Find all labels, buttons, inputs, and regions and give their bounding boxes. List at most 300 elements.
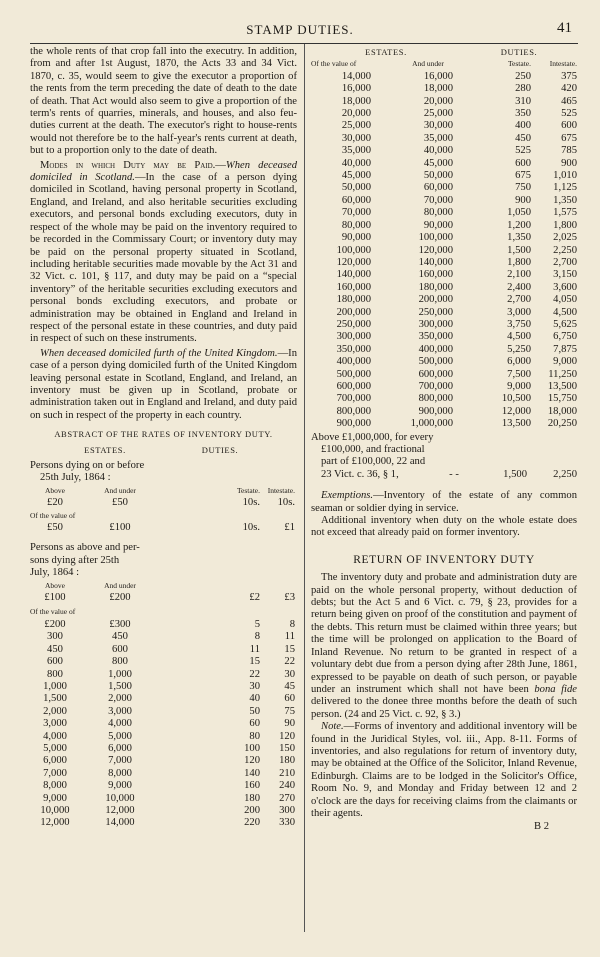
row-above: £50: [47, 522, 63, 534]
row-from: 70,000: [341, 207, 371, 219]
row-under: 2,000: [108, 693, 132, 705]
above-million-entry: [311, 432, 577, 482]
row-testate: 13,500: [501, 418, 531, 430]
section1-subheads: [30, 485, 297, 497]
row-from: 9,000: [43, 792, 67, 804]
row-intestate: 525: [561, 108, 577, 120]
row-testate: 15: [249, 656, 260, 668]
row-from: 6,000: [43, 755, 67, 767]
table-row: [311, 294, 577, 306]
modes-heading: Modes in which Duty may be Paid.—: [40, 159, 226, 171]
signature-mark: B 2: [533, 821, 549, 833]
row-from: 35,000: [341, 145, 371, 157]
row-under: £200: [109, 592, 131, 604]
row-intestate: 210: [279, 767, 295, 779]
table-row: [311, 133, 577, 145]
row-testate: 2,700: [507, 294, 531, 306]
row-from: 500,000: [336, 368, 371, 380]
row-intestate: 11: [284, 631, 295, 643]
page-number: 41: [557, 20, 572, 36]
row-under: 500,000: [418, 356, 453, 368]
and-under-label: And under: [104, 580, 136, 590]
row-under: 20,000: [423, 95, 453, 107]
table-row: [311, 406, 577, 418]
row-from: 450: [47, 643, 63, 655]
above-million-line4: [311, 469, 577, 481]
right-column: [311, 46, 577, 834]
abstract-column-heads: [30, 444, 297, 456]
table-row: [30, 631, 297, 643]
section2-heading-b: sons dying after 25th: [30, 554, 120, 566]
estates-label: ESTATES.: [365, 47, 407, 57]
table-row: [311, 369, 577, 381]
row-from: 700,000: [336, 393, 371, 405]
row-intestate: 11,250: [548, 368, 577, 380]
row-under: 180,000: [418, 281, 453, 293]
row-testate: 60: [249, 718, 260, 730]
row-from: 600: [47, 656, 63, 668]
row-under: 5,000: [108, 730, 132, 742]
row-intestate: 420: [561, 83, 577, 95]
return-paragraph: [311, 572, 577, 721]
table-row: [30, 619, 297, 631]
above-million-intestate: 2,250: [553, 468, 577, 480]
table-row: [311, 182, 577, 194]
row-under: 250,000: [418, 306, 453, 318]
column-divider: [304, 44, 305, 932]
table-row: [30, 805, 297, 817]
table-row: [30, 681, 297, 693]
row-intestate: 2,025: [553, 232, 577, 244]
row-testate: 400: [515, 120, 531, 132]
row-intestate: 4,050: [553, 294, 577, 306]
table-row: [30, 656, 297, 668]
row-testate: 900: [515, 194, 531, 206]
row-testate: 1,800: [507, 256, 531, 268]
row-under: 1,000,000: [410, 418, 453, 430]
row-testate: 600: [515, 157, 531, 169]
exemptions-label: Exemptions.: [321, 490, 374, 502]
row-intestate: 785: [561, 145, 577, 157]
row-intestate: 9,000: [553, 356, 577, 368]
row-under: 25,000: [423, 108, 453, 120]
table-row: [311, 418, 577, 430]
row-intestate: £3: [284, 592, 295, 604]
row-intestate: 13,500: [547, 380, 577, 392]
row-under: 140,000: [418, 256, 453, 268]
row-testate: 6,000: [507, 356, 531, 368]
row-from: 120,000: [336, 256, 371, 268]
row-under: 100,000: [418, 232, 453, 244]
row-under: 120,000: [418, 244, 453, 256]
row-from: 7,000: [43, 767, 67, 779]
row-testate: 5: [254, 618, 260, 630]
row-intestate: 900: [561, 157, 577, 169]
row-intestate: 330: [279, 817, 295, 829]
table-row: [311, 282, 577, 294]
row-under: 800,000: [418, 393, 453, 405]
table-row: [311, 120, 577, 132]
table-row: [30, 793, 297, 805]
note-label: Note.: [321, 721, 344, 733]
row-intestate: 2,250: [553, 244, 577, 256]
row-under: £100: [109, 522, 131, 534]
row-from: 160,000: [336, 281, 371, 293]
row-testate: 1,200: [507, 219, 531, 231]
row-intestate: 45: [284, 680, 295, 692]
row-under: 600,000: [418, 368, 453, 380]
row-testate: 1,350: [507, 232, 531, 244]
row-intestate: 90: [284, 718, 295, 730]
table-row: [30, 669, 297, 681]
row-from: 4,000: [43, 730, 67, 742]
row-testate: 40: [249, 693, 260, 705]
testate-label: Testate.: [236, 485, 260, 495]
row-from: 1,000: [43, 680, 67, 692]
row-from: 600,000: [336, 380, 371, 392]
row-under: 1,500: [108, 680, 132, 692]
row-testate: 9,000: [507, 380, 531, 392]
row-intestate: 2,700: [553, 256, 577, 268]
additional-paragraph: Additional inventory when duty on the whole estate does not exceed that already paid on former inventory.: [311, 515, 577, 539]
row-from: 250,000: [336, 318, 371, 330]
row-intestate: 1,800: [553, 219, 577, 231]
row-intestate: 240: [279, 780, 295, 792]
row-intestate: 1,575: [553, 207, 577, 219]
above-label: Above: [45, 485, 65, 495]
row-from: 800,000: [336, 405, 371, 417]
row-from: 140,000: [336, 269, 371, 281]
row-under: 4,000: [108, 718, 132, 730]
table-row: [311, 232, 577, 244]
row-testate: 250: [515, 70, 531, 82]
row-intestate: 675: [561, 132, 577, 144]
row-from: 180,000: [336, 294, 371, 306]
row-from: 18,000: [341, 95, 371, 107]
row-testate: £2: [249, 592, 260, 604]
row-under: 700,000: [418, 380, 453, 392]
row-testate: 100: [244, 742, 260, 754]
row-intestate: 465: [561, 95, 577, 107]
row-above: £20: [47, 497, 63, 509]
row-intestate: 150: [279, 742, 295, 754]
row-testate: 160: [244, 780, 260, 792]
return-text-a: The inventory duty and probate and administration duty are paid on the whole personal property, without deduction of debts; but the Act 5 and 6 Vict. c. 79, § 23, provides for a return being given on proof of the constitution and payment of the debts. This return must be claimed within three years; but the time will be prolonged on application to the Board of Inland Revenue. No return to be granted in respect of a voluntary debt due from a person dying after 28th June, 1861, expressed to be payable on death of such person, or payable under an instrument which shall not have been: [311, 572, 577, 695]
row-testate: 50: [249, 705, 260, 717]
row-intestate: 18,000: [547, 405, 577, 417]
row-from: 800: [47, 668, 63, 680]
and-under-label: And under: [412, 59, 444, 69]
row-testate: 5,250: [507, 343, 531, 355]
row-above: £100: [44, 592, 66, 604]
table-row: [311, 269, 577, 281]
row-intestate: 1,010: [553, 170, 577, 182]
row-under: 70,000: [423, 194, 453, 206]
modes-subheading: When deceased domiciled in Scotland.: [30, 159, 297, 184]
row-testate: 140: [244, 767, 260, 779]
table-row: [311, 356, 577, 368]
table-row: [311, 145, 577, 157]
table-row: [311, 319, 577, 331]
table-row: [311, 331, 577, 343]
row-50-100: [30, 522, 297, 534]
row-under: 450: [112, 631, 128, 643]
row-testate: 12,000: [501, 405, 531, 417]
right-column-heads: [311, 46, 577, 58]
furth-paragraph: [30, 348, 297, 422]
table-row: [311, 71, 577, 83]
row-intestate: 75: [284, 705, 295, 717]
row-testate: 3,750: [507, 318, 531, 330]
row-under: 30,000: [423, 120, 453, 132]
row-intestate: 8: [289, 618, 295, 630]
above-million-line1: Above £1,000,000, for every: [311, 431, 434, 443]
row-testate: 1,050: [507, 207, 531, 219]
row-testate: 120: [244, 755, 260, 767]
intestate-label: Intestate.: [267, 485, 295, 495]
table-row: [30, 693, 297, 705]
table-row: [311, 83, 577, 95]
row-testate: 1,500: [507, 244, 531, 256]
row-testate: 30: [249, 680, 260, 692]
above-label: Above: [45, 580, 65, 590]
row-from: 1,500: [43, 693, 67, 705]
row-under: 8,000: [108, 767, 132, 779]
row-intestate: 270: [279, 792, 295, 804]
row-from: 900,000: [336, 418, 371, 430]
row-under: 900,000: [418, 405, 453, 417]
row-intestate: 1,350: [553, 194, 577, 206]
intestate-label: Intestate.: [549, 59, 577, 69]
row-from: 40,000: [341, 157, 371, 169]
row-intestate: 5,625: [553, 318, 577, 330]
table-row: [311, 170, 577, 182]
row-from: 20,000: [341, 108, 371, 120]
row-under: 18,000: [423, 83, 453, 95]
furth-text: —In case of a person dying domiciled furth of the United Kingdom leaving personal estate in Scotland, England, and Ireland, an inventory must be given up in Scotland, probate or administration taken out in England and Ireland, and duty paid on such in respect of the property in each country.: [30, 347, 297, 421]
duties-label: DUTIES.: [500, 47, 538, 57]
row-under: 45,000: [423, 157, 453, 169]
row-testate: 7,500: [507, 368, 531, 380]
row-under: 600: [112, 643, 128, 655]
table-row: [311, 220, 577, 232]
row-under: 200,000: [418, 294, 453, 306]
table-row: [30, 706, 297, 718]
row-from: 400,000: [336, 356, 371, 368]
row-intestate: 300: [279, 804, 295, 816]
row-testate: 10,500: [501, 393, 531, 405]
row-testate: 750: [515, 182, 531, 194]
row-under: £50: [112, 497, 128, 509]
row-intestate: 10s.: [277, 497, 295, 509]
row-under: 16,000: [423, 70, 453, 82]
section1-heading-b: 25th July, 1864 :: [40, 472, 111, 484]
return-italic: bona fide: [534, 683, 577, 695]
row-testate: 200: [244, 804, 260, 816]
row-under: 7,000: [108, 755, 132, 767]
table-row: [311, 158, 577, 170]
row-from: 350,000: [336, 343, 371, 355]
row-under: 800: [112, 656, 128, 668]
left-column: [30, 46, 297, 830]
row-intestate: 15,750: [547, 393, 577, 405]
row-from: 14,000: [341, 70, 371, 82]
row-from: 25,000: [341, 120, 371, 132]
table-row: [30, 768, 297, 780]
row-testate: 525: [515, 145, 531, 157]
table-row: [30, 755, 297, 767]
table-row: [30, 718, 297, 730]
row-under: 3,000: [108, 705, 132, 717]
row-under: 400,000: [418, 343, 453, 355]
estates-label: ESTATES.: [84, 444, 126, 455]
row-testate: 2,100: [507, 269, 531, 281]
row-intestate: 7,875: [553, 343, 577, 355]
table-row: [311, 344, 577, 356]
row-from: £200: [44, 618, 66, 630]
row-from: 16,000: [341, 83, 371, 95]
row-testate: 450: [515, 132, 531, 144]
row-testate: 310: [515, 95, 531, 107]
left-rates-table: [30, 619, 297, 830]
row-under: 1,000: [108, 668, 132, 680]
row-intestate: 120: [279, 730, 295, 742]
row-from: 100,000: [336, 244, 371, 256]
row-testate: 675: [515, 170, 531, 182]
row-intestate: 1,125: [553, 182, 577, 194]
row-under: 50,000: [423, 170, 453, 182]
table-row: [30, 780, 297, 792]
row-from: 80,000: [341, 219, 371, 231]
page-header: [0, 22, 600, 42]
row-from: 200,000: [336, 306, 371, 318]
row-testate: 350: [515, 108, 531, 120]
row-under: 350,000: [418, 331, 453, 343]
table-row: [311, 381, 577, 393]
row-under: 80,000: [423, 207, 453, 219]
table-row: [311, 96, 577, 108]
and-under-label: And under: [104, 485, 136, 495]
row-testate: 220: [244, 817, 260, 829]
of-value-label: Of the value of: [30, 607, 76, 617]
duties-label: DUTIES.: [201, 444, 239, 455]
row-from: 60,000: [341, 194, 371, 206]
table-row: [311, 108, 577, 120]
row-testate: 22: [249, 668, 260, 680]
row-intestate: 4,500: [553, 306, 577, 318]
row-testate: 2,400: [507, 281, 531, 293]
row-intestate: 3,600: [553, 281, 577, 293]
row-intestate: 20,250: [547, 418, 577, 430]
row-testate: 11: [249, 643, 260, 655]
row-from: 10,000: [40, 804, 70, 816]
testate-label: Testate.: [507, 59, 531, 69]
row-testate: 3,000: [507, 306, 531, 318]
above-million-dashes: - -: [449, 468, 459, 480]
furth-subheading: When deceased domiciled furth of the United Kingdom.: [40, 347, 278, 359]
section2-heading-c: July, 1864 :: [30, 567, 80, 579]
row-intestate: 30: [284, 668, 295, 680]
row-intestate: 60: [284, 693, 295, 705]
row-from: 300,000: [336, 331, 371, 343]
row-under: 9,000: [108, 780, 132, 792]
row-from: 2,000: [43, 705, 67, 717]
note-paragraph: [311, 721, 577, 820]
row-intestate: £1: [284, 522, 295, 534]
row-from: 8,000: [43, 780, 67, 792]
row-testate: 10s.: [242, 497, 260, 509]
table-row: [311, 207, 577, 219]
row-intestate: 180: [279, 755, 295, 767]
above-million-line2: £100,000, and fractional: [321, 444, 425, 455]
row-from: 45,000: [341, 170, 371, 182]
row-from: 30,000: [341, 132, 371, 144]
above-million-line3: part of £100,000, 22 and: [321, 456, 426, 468]
right-rates-table: [311, 71, 577, 431]
table-row: [311, 307, 577, 319]
row-intestate: 22: [284, 656, 295, 668]
row-testate: 10s.: [242, 522, 260, 534]
table-row: [30, 817, 297, 829]
table-row: [311, 195, 577, 207]
row-under: 60,000: [423, 182, 453, 194]
row-under: 10,000: [105, 792, 135, 804]
row-intestate: 6,750: [553, 331, 577, 343]
row-intestate: 600: [561, 120, 577, 132]
running-title: STAMP DUTIES.: [246, 22, 354, 37]
return-heading: RETURN OF INVENTORY DUTY: [353, 553, 535, 566]
row-under: £300: [109, 618, 131, 630]
row-testate: 280: [515, 83, 531, 95]
of-value-label: Of the value of: [30, 510, 76, 520]
row-under: 12,000: [105, 804, 135, 816]
row-testate: 80: [249, 730, 260, 742]
modes-text: —In the case of a person dying domiciled in Scotland, having personal property in Scotland, England, and Ireland, and also heritable securities excluding executors, and personal bonds excluding executors, duty in respect of the whole may be paid on the inventory required to be recorded in the Commissary Court; or inventory duty may be paid on the personal property situated in Scotland, including heritable securities made movable by the Act 31 and 32 Vict. c. 101, § 117, and duty may be paid on a “special inventory” of the heritable securities excluding executors and personal bonds excluding executors, and probate or administration may be obtained in England and Ireland in respect of the personal estate in these countries, and duty paid in respect of such on these instruments.: [30, 172, 297, 345]
row-under: 6,000: [108, 742, 132, 754]
executry-paragraph: the whole rents of that crop fall into the executry. In addition, from and after 1st August, 1870, the Acts 33 and 34 Vict. 1870, c. 35, would seem to give the executor a proportion of the rents from the term preceding the date of death to the date of death. That Act would also seem to give a proportion of the term's rents of quarries, minerals, and houses, and also feu-duties current at the death. The executor's right to house-rents would not therefore be to the half-year's rents current at death, but to a proportion only to the date of death.: [30, 46, 297, 157]
row-intestate: 15: [284, 643, 295, 655]
row-from: 50,000: [341, 182, 371, 194]
row-under: 90,000: [423, 219, 453, 231]
row-intestate: 3,150: [553, 269, 577, 281]
return-text-b: delivered to the donee three months before the death of such person. (24 and 25 Vict. c. 92, § 3.): [311, 696, 577, 720]
table-row: [311, 245, 577, 257]
of-value-label: Of the value of: [311, 59, 357, 69]
table-row: [30, 644, 297, 656]
table-row: [311, 393, 577, 405]
row-from: 90,000: [341, 232, 371, 244]
row-from: 12,000: [40, 817, 70, 829]
row-100-200: [30, 592, 297, 604]
row-from: 3,000: [43, 718, 67, 730]
row-under: 40,000: [423, 145, 453, 157]
row-under: 14,000: [105, 817, 135, 829]
exemptions-paragraph: [311, 490, 577, 515]
row-from: 300: [47, 631, 63, 643]
exemptions-text: —Inventory of the estate of any common seaman or soldier dying in service.: [311, 490, 577, 514]
row-intestate: 375: [561, 70, 577, 82]
row-under: 300,000: [418, 318, 453, 330]
table-row: [311, 257, 577, 269]
row-testate: 180: [244, 792, 260, 804]
note-text: —Forms of inventory and additional inventory will be found in the Juridical Styles, vol. iii., App. 8-11. Forms of inventories, and also regulations for return of inventory duty, may be obtained at the Office of the Solicitor, Inland Revenue, Edinburgh. Claims are to be lodged in the Solicitor's Office, Room No. 9, and Monday and Friday between 12 and 2 o'clock are the days for receiving claims from the claimants or their agents.: [311, 721, 577, 819]
modes-paragraph: [30, 160, 297, 346]
row-testate: 8: [254, 631, 260, 643]
above-million-act: 23 Vict. c. 36, § 1,: [321, 468, 399, 480]
row-under: 35,000: [423, 132, 453, 144]
table-row: [30, 743, 297, 755]
section2-heading-a: Persons as above and per-: [30, 542, 140, 554]
